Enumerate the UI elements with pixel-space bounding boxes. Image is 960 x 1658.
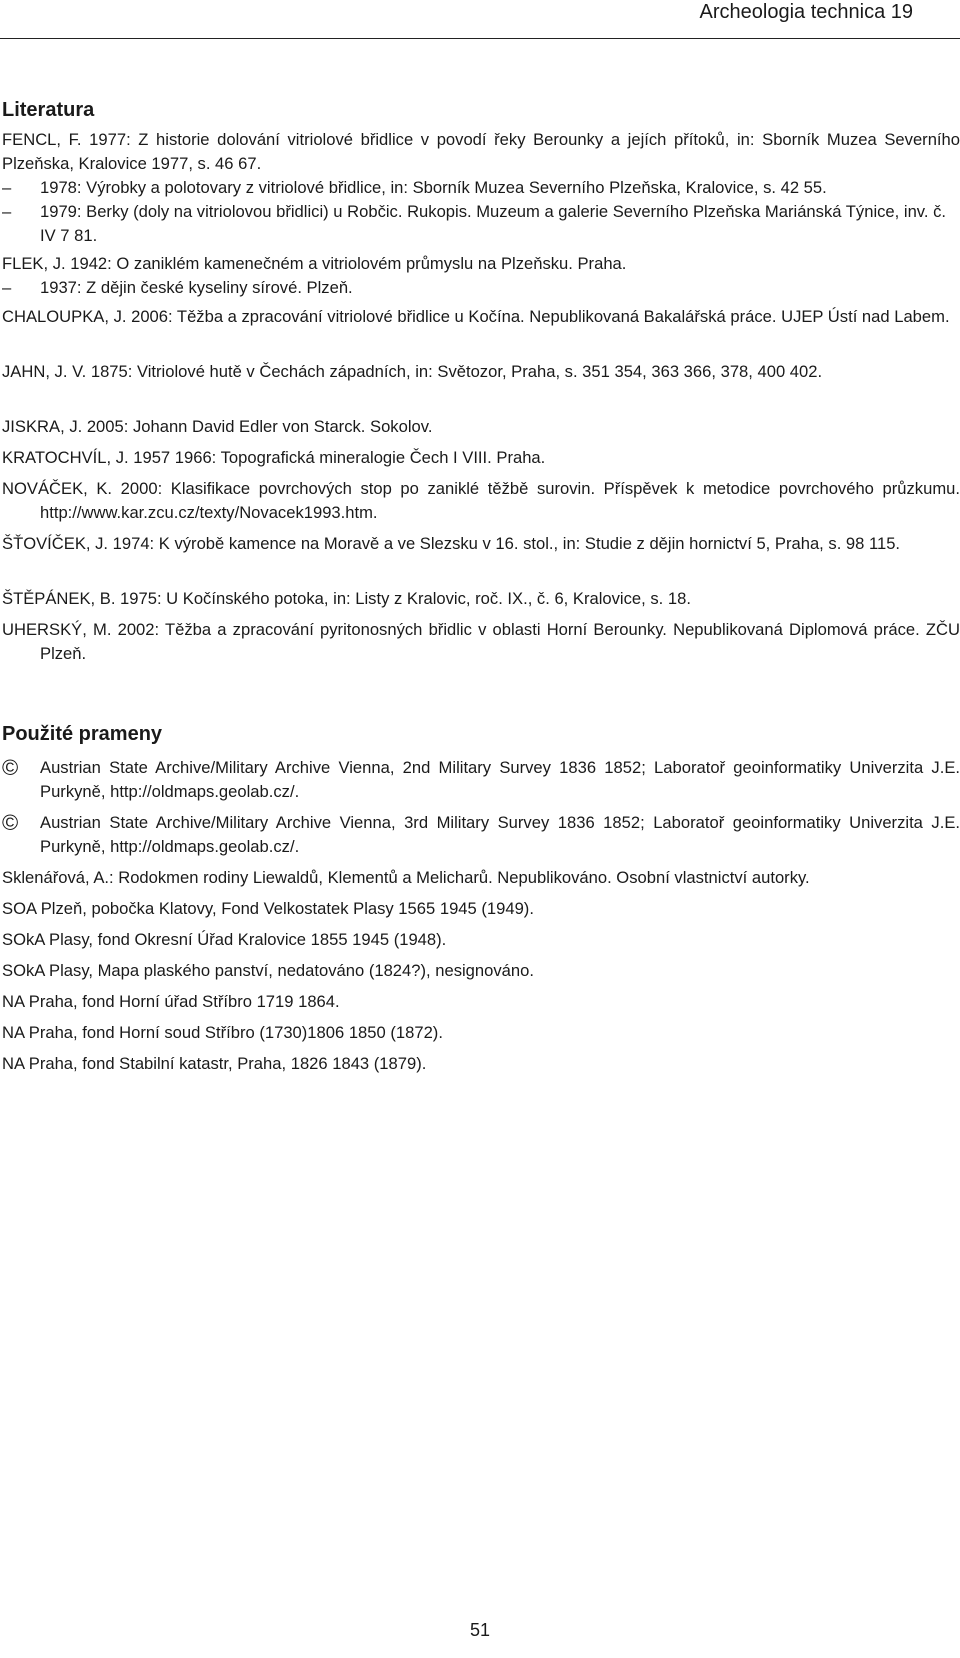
reference-kratochvil: KRATOCHVÍL, J. 1957 1966: Topografická mineralogie Čech I VIII. Praha.	[2, 448, 546, 467]
dash-marker: –	[2, 178, 12, 197]
reference-fencl-1978	[2, 176, 960, 200]
page-number: 51	[469, 1620, 491, 1640]
reference-stovicek: ŠŤOVÍČEK, J. 1974: K výrobě kamence na Moravě a ve Slezsku v 16. stol., in: Studie z dějin hornictví 5, Praha, s. 98 115.	[2, 534, 901, 553]
reference-text: 1937: Z dějin české kyseliny sírové. Plzeň.	[40, 278, 353, 297]
reference-jahn: JAHN, J. V. 1875: Vitriolové hutě v Čechách západních, in: Světozor, Praha, s. 351 354, 363 366, 378, 400 402.	[2, 362, 823, 381]
source-na-2: NA Praha, fond Horní soud Stříbro (1730)1806 1850 (1872).	[2, 1023, 443, 1042]
copyright-icon: ©	[2, 810, 19, 835]
reference-text: 1978: Výrobky a polotovary z vitriolové břidlice, in: Sborník Muzea Severního Plzeňska, Kralovice, s. 42 55.	[40, 178, 827, 197]
source-soka-plasy-1: SOkA Plasy, fond Okresní Úřad Kralovice 1855 1945 (1948).	[2, 930, 447, 949]
reference-text: 1979: Berky (doly na vitriolovou břidlici) u Robčic. Rukopis. Muzeum a galerie Severního Plzeňska Mariánská Týnice, inv. č. IV 7 81.	[40, 202, 946, 245]
copyright-icon: ©	[2, 755, 19, 780]
source-archive-3rd	[2, 811, 960, 859]
source-soa-plzen: SOA Plzeň, pobočka Klatovy, Fond Velkostatek Plasy 1565 1945 (1949).	[2, 899, 534, 918]
literature-heading: Literatura	[2, 99, 95, 121]
reference-fencl: FENCL, F. 1977: Z historie dolování vitriolové břidlice v povodí řeky Berounky a jejích přítoků, in: Sborník Muzea Severního Plzeňska, Kralovice 1977, s. 46 67.	[2, 130, 960, 173]
reference-stepanek: ŠTĚPÁNEK, B. 1975: U Kočínského potoka, in: Listy z Kralovic, roč. IX., č. 6, Kralovice, s. 18.	[2, 589, 691, 608]
source-na-3: NA Praha, fond Stabilní katastr, Praha, 1826 1843 (1879).	[2, 1054, 427, 1073]
journal-title: Archeologia technica 19	[699, 1, 913, 23]
reference-novacek: NOVÁČEK, K. 2000: Klasifikace povrchových stop po zaniklé těžbě surovin. Příspěvek k metodice povrchového průzkumu. http://www.kar.zcu.cz/texty/Novacek1993.htm.	[2, 479, 960, 522]
reference-chaloupka: CHALOUPKA, J. 2006: Těžba a zpracování vitriolové břidlice u Kočína. Nepublikovaná Bakalářská práce. UJEP Ústí nad Labem.	[2, 307, 950, 326]
source-na-1: NA Praha, fond Horní úřad Stříbro 1719 1864.	[2, 992, 340, 1011]
source-soka-plasy-2: SOkA Plasy, Mapa plaského panství, nedatováno (1824?), nesignováno.	[2, 961, 534, 980]
source-sklenarova: Sklenářová, A.: Rodokmen rodiny Liewaldů, Klementů a Melicharů. Nepublikováno. Osobní vlastnictví autorky.	[2, 868, 810, 887]
source-text: Austrian State Archive/Military Archive Vienna, 3rd Military Survey 1836 1852; Laboratoř geoinformatiky Univerzita J.E. Purkyně, http://oldmaps.geolab.cz/.	[40, 813, 960, 856]
sources-heading: Použité prameny	[2, 723, 163, 745]
reference-fencl-1979	[2, 200, 960, 248]
source-archive-2nd	[2, 756, 960, 804]
reference-flek-1937	[2, 276, 960, 300]
reference-jiskra: JISKRA, J. 2005: Johann David Edler von Starck. Sokolov.	[2, 417, 433, 436]
running-header	[0, 0, 960, 39]
dash-marker: –	[2, 202, 12, 221]
dash-marker: –	[2, 278, 12, 297]
reference-uhersky: UHERSKÝ, M. 2002: Těžba a zpracování pyritonosných břidlic v oblasti Horní Berounky. Nepublikovaná Diplomová práce. ZČU Plzeň.	[2, 620, 960, 663]
reference-flek: FLEK, J. 1942: O zaniklém kamenečném a vitriolovém průmyslu na Plzeňsku. Praha.	[2, 254, 627, 273]
source-text: Austrian State Archive/Military Archive Vienna, 2nd Military Survey 1836 1852; Laboratoř geoinformatiky Univerzita J.E. Purkyně, http://oldmaps.geolab.cz/.	[40, 758, 960, 801]
